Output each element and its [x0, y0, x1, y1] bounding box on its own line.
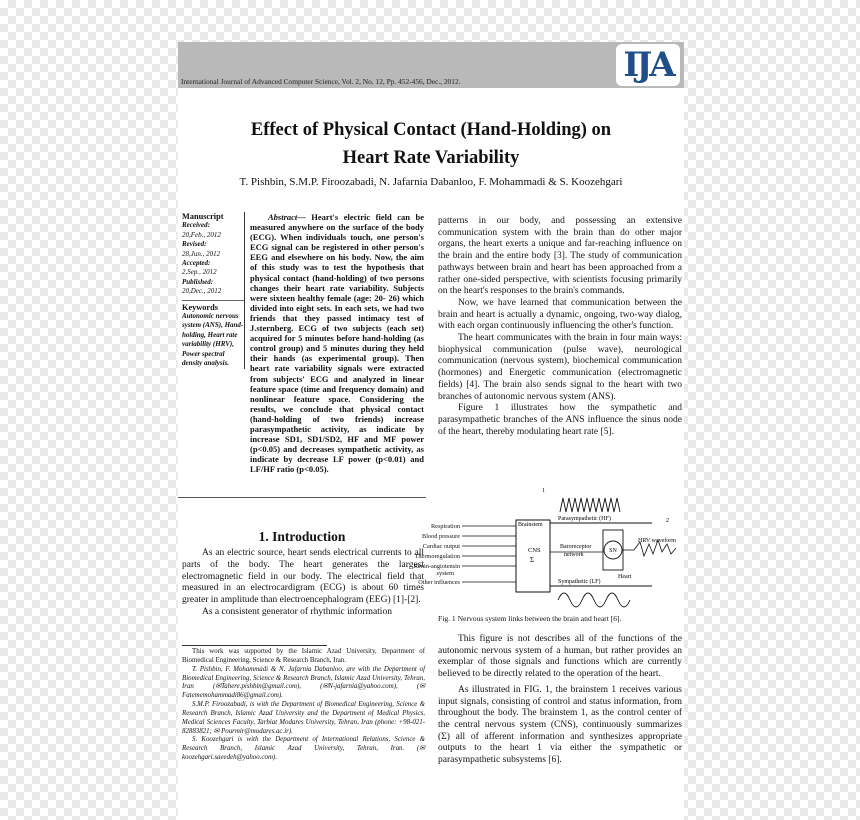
introduction-body: [182, 548, 424, 619]
network-label: network: [564, 552, 584, 558]
received-date: 20,Feb., 2012: [182, 230, 221, 239]
footnote-divider: [182, 645, 327, 646]
manuscript-label: Manuscript: [182, 212, 224, 221]
input-label-2: Blood pressure: [422, 533, 460, 540]
paper-title-line1: Effect of Physical Contact (Hand-Holding) on: [250, 120, 612, 140]
accepted-date: 2,Sep., 2012: [182, 268, 217, 277]
keywords-block: [182, 300, 244, 369]
footnote-affiliation-1: T. Pishbin, F. Mohammadi & N. Jafarnia Dabanloo, are with the Department of Biomedical Engineering, Science & Research Branch, Islamic Azad University, Tehran, Iran (✉Tahere.pishbin@gmail.com), (✉N-jafarnia@yahoo.com), (✉Fatememohammadi86@gmail.com).: [182, 665, 425, 700]
abstract-label: Abstract: [268, 212, 298, 222]
keywords-label: Keywords: [182, 302, 218, 312]
sn-label: SN: [609, 548, 617, 554]
input-label-7: Other influences: [418, 579, 460, 586]
journal-header-bar: [178, 42, 684, 88]
col2-paragraph-4: Figure 1 illustrates how the sympathetic and parasympathetic branches of the ANS influence the sinus node of the heart, thereby modulating heart rate [5].: [438, 403, 682, 437]
figure-ref-1: 1: [542, 488, 545, 494]
logo-text: IJA: [623, 45, 673, 85]
input-label-3: Cardiac output: [422, 543, 460, 550]
paper-authors: T. Pishbin, S.M.P. Firoozabadi, N. Jafarnia Dabanloo, F. Mohammadi & S. Koozehgari: [239, 176, 623, 188]
cns-label: CNS: [528, 547, 541, 554]
accepted-label: Accepted:: [182, 259, 211, 268]
input-label-5: Renin-angiotensin: [413, 563, 460, 570]
received-label: Received:: [182, 221, 210, 230]
footnote-affiliation-3: S. Koozehgari is with the Department of International Relations, Science & Research Branch, Islamic Azad University, Tehran, Iran. (✉koozehgari.saeedeh@yahoo.com).: [182, 736, 425, 762]
revised-date: 28,Jun., 2012: [182, 249, 221, 258]
published-date: 20,Dec., 2012: [182, 287, 222, 296]
footnotes: [182, 648, 425, 763]
figure-ref-2: 2: [666, 518, 669, 524]
figure-nervous-system-diagram: [413, 482, 682, 612]
baroreceptor-label: Baroreceptor: [560, 544, 592, 550]
journal-logo: [616, 44, 680, 86]
input-label-6: system: [436, 570, 454, 577]
intro-paragraph-1: As an electric source, heart sends electrical currents to all parts of the body. The heart generates the largest electromagnetic field in our body. The electrical field that measured in an electrocardigram (ECG) is about 60 times greater in amplitude than electroencephalogram (EEG) [1]-[2].: [182, 548, 424, 606]
manuscript-sidebar: [182, 212, 245, 369]
section-heading-introduction: 1. Introduction: [258, 529, 346, 544]
published-label: Published:: [182, 277, 214, 286]
revised-label: Revised:: [182, 240, 207, 249]
col2-paragraph-5: This figure is not describes all of the functions of the autonomic nervous system of a human, but rather provides an exemplar of those signals and functions which are currently believed to be directly related to the operation of the heart.: [438, 634, 682, 680]
col2-paragraph-3: The heart communicates with the brain in four main ways: biophysical communication (pulse wave), neurological communication (nervous system), biochemical communication (hormones) and Energetic communication (electromagnetic fields) [4]. The brain also sends signal to the heart with two branches of autonomic nervous system (ANS).: [438, 333, 682, 402]
intro-paragraph-2: As a consistent generator of rhythmic information: [202, 606, 392, 617]
abstract: [250, 212, 424, 474]
right-column-text-lower: [438, 634, 682, 767]
keywords-list: Autonomic nervous system (ANS), Hand-holding, Heart rate variability (HRV), Power spectral density analysis.: [182, 312, 244, 368]
journal-citation: International Journal of Advanced Computer Science, Vol. 2, No. 12, Pp. 452-456, Dec., 2012.: [181, 77, 461, 86]
input-label-1: Respiration: [430, 523, 460, 530]
footnote-affiliation-2: S.M.P. Firoozabadi, is with the Department of Biomedical Engineering, Science & Research Branch, Islamic Azad University and the Department of Medical Physics, Medical Sciences Faculty, Tarbiat Modares University, Tehran, Iran (phone: +98-021-82883821; ✉ Pourmir@modares.ac.ir).: [182, 701, 425, 735]
figure-caption: Fig. 1 Nervous system links between the brain and heart [6].: [438, 614, 622, 623]
sympathetic-label: Sympathetic (LF): [558, 579, 601, 585]
paper-page: [178, 42, 684, 820]
input-label-4: Thermoregulation: [414, 553, 460, 560]
brainstem-label: Brainstem: [518, 522, 543, 528]
hrv-waveform-label: HRV waveform: [638, 538, 676, 544]
right-column-text: [438, 216, 682, 438]
heart-label: Heart: [618, 574, 632, 580]
col2-paragraph-6: As illustrated in FIG. 1, the brainstem 1 receives various input signals, consisting of control and status information, from throughout the body. The brainstem 1, as the control center of the central nervous system (CNS), continuously summarizes (Σ) all of afferent information and synthesizes appropriate outputs to the heart 1 via either the sympathetic or parasympathetic subsystems [6].: [438, 684, 682, 766]
paper-title-line2: Heart Rate Variability: [342, 148, 520, 168]
parasympathetic-label: Parasympathetic (HF): [558, 516, 611, 522]
col2-paragraph-1: patterns in our body, and possessing an extensive communication system with the brain than do other major organs, the heart exerts a unique and far-reaching influence on the brain and the entire body [3]. The study of communication pathways between brain and heart has been approached from a rather one-sided perspective, with scientists focusing primarily on the heart's responses to the brain's commands.: [438, 216, 682, 297]
col2-paragraph-2: Now, we have learned that communication between the brain and heart is actually a dynamic, ongoing, two-way dialog, with each organ continuously influencing the other's function.: [438, 297, 682, 332]
abstract-text: — Heart's electric field can be measured anywhere on the surface of the body (ECG). When individuals touch, one person's ECG signal can be registered in other person's EEG and elsewhere on his body. Now, the aim of this study was to test the hypothesis that physical contact (hand-holding) of two persons changes their heart rate variability. Subjects were sixteen healthy female (age: 20- 26) which divided into eight sets. In each sets, we had two friends that they passed intimacy test of J.sternberg. ECG of two subjects (each set) acquired for 5 minutes before hand-holding (as control group) and 5 minutes during they held their hands (as experimental group). Then heart rate variability signals were extracted from subjects' ECG and analyzed in linear feature space (time and frequency domain) and nonlinear feature space. Considering the results, we conclude that physical contact (hand-holding of two friends) increase parasympathetic activity, as indicate by increase SD1, SD1/SD2, HF and MF power (p<0.05) and decreases sympathetic activity, as indicate by decrease LF power (p<0.01) and LF/HF ratio (p<0.05).: [250, 212, 424, 475]
sigma-label: Σ: [530, 556, 535, 564]
abstract-divider: [178, 497, 426, 498]
footnote-funding: This work was supported by the Islamic Azad University, Department of Biomedical Engineering, Science & Research Branch, Iran.: [182, 648, 425, 664]
